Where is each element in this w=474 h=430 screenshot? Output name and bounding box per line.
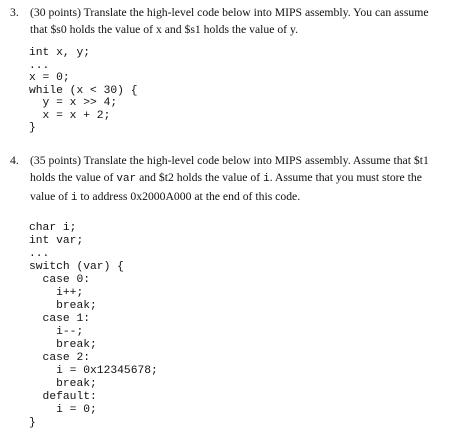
problem-4-prompt-line-2 <box>0 169 474 188</box>
code-line: case 1: <box>29 313 91 325</box>
problem-3-number: 3. <box>10 6 19 19</box>
code-line: i++; <box>29 287 84 299</box>
code-line: break; <box>29 300 97 312</box>
code-line: break; <box>29 339 97 351</box>
problem-4-prompt-line-1 <box>0 152 474 169</box>
code-line: while (x < 30) { <box>29 84 138 97</box>
code-line: case 0: <box>29 274 91 286</box>
problem-4-text-3a: value of <box>30 190 71 203</box>
code-line: char i; <box>29 222 77 234</box>
code-line: y = x >> 4; <box>29 97 118 109</box>
problem-4-text-2b: and $t2 holds the value of <box>136 171 264 184</box>
code-line: x = x + 2; <box>29 109 111 122</box>
code-line: int var; <box>29 235 84 247</box>
code-line: case 2: <box>29 352 91 364</box>
code-line: ... <box>29 59 50 72</box>
code-line: switch (var) { <box>29 261 124 273</box>
code-line: i = 0; <box>29 404 97 416</box>
var-inline-code: var <box>116 173 137 185</box>
problem-4-code-block <box>0 222 474 430</box>
code-line: int x, y; <box>29 47 91 59</box>
problem-4-text-3b: to address 0x2000A000 at the end of this code. <box>77 190 301 203</box>
problem-4-prompt-line-3 <box>0 188 474 207</box>
code-line: break; <box>29 378 97 390</box>
i-inline-code: i <box>70 192 78 204</box>
problem-3-code-block <box>0 47 474 135</box>
code-line: i = 0x12345678; <box>29 365 158 377</box>
code-line: default: <box>29 391 97 403</box>
problem-3-text-1: (30 points) Translate the high-level code below into MIPS assembly. You can assume <box>30 6 429 19</box>
code-line: ... <box>29 248 50 260</box>
problem-4-number: 4. <box>10 154 19 167</box>
problem-3-prompt-line-1 <box>0 4 474 21</box>
problem-3 <box>0 4 474 135</box>
problem-4-text-2a: holds the value of <box>30 171 117 184</box>
code-line: i--; <box>29 326 84 338</box>
problem-3-prompt-line-2: that $s0 holds the value of x and $s1 holds the value of y. <box>30 23 299 36</box>
problem-4 <box>0 152 474 430</box>
problem-4-text-2c: . Assume that you must store the <box>269 171 422 184</box>
i-inline-code: i <box>263 173 270 185</box>
code-line: x = 0; <box>29 72 70 84</box>
code-line: } <box>29 122 36 134</box>
code-line: } <box>29 417 36 429</box>
problem-4-text-1: (35 points) Translate the high-level code below into MIPS assembly. Assume that $t1 <box>30 154 429 167</box>
